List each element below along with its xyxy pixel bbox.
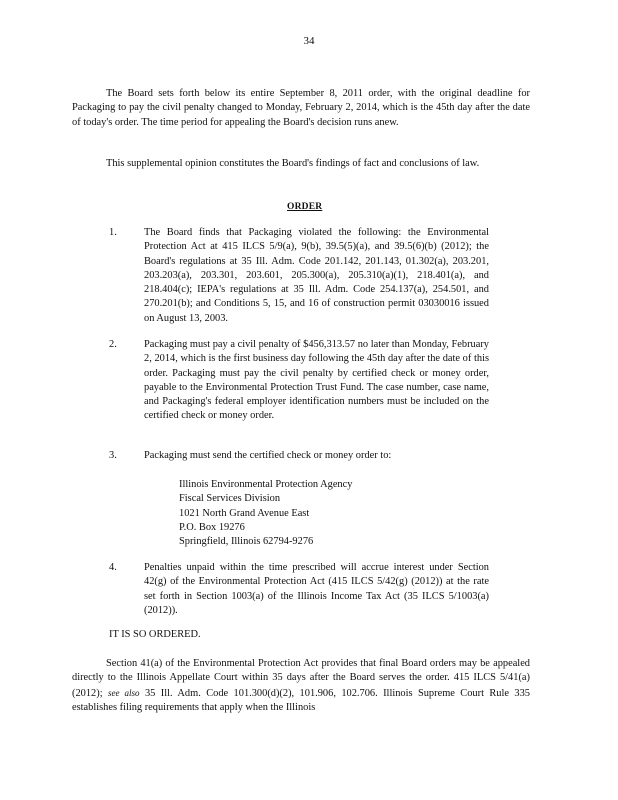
order-item-2: [109, 338, 489, 424]
supplemental-paragraph-block: [72, 157, 530, 171]
order-heading: ORDER: [287, 202, 323, 212]
page-number: 34: [303, 35, 315, 47]
order-item-1: [109, 226, 489, 326]
address-line: 1021 North Grand Avenue East: [179, 507, 310, 519]
address-line: Illinois Environmental Protection Agency: [179, 479, 353, 490]
so-ordered-statement: IT IS SO ORDERED.: [109, 629, 201, 640]
intro-paragraph-block: [72, 87, 530, 130]
order-item-text: Penalties unpaid within the time prescribed will accrue interest under Section 42(g) of the Environmental Protection Act (415 ILCS 5/42(g) (2012)) at the rate set forth in Section 1003(a) of the Illinois Income Tax Act (35 ILCS 5/1003(a) (2012)).: [144, 562, 489, 616]
order-item-text: Packaging must pay a civil penalty of $456,313.57 no later than Monday, February 2, 2014, which is the first business day following the 45th day after the date of this order. Packaging must pay the civil penalty by certified check or money order, payable to the Environmental Protection Trust Fund. The case number, case name, and Packaging's federal employer identification numbers must be included on the certified check or money order.: [144, 339, 489, 422]
closing-paragraph: [72, 657, 530, 715]
order-item-number: 3.: [109, 450, 117, 461]
order-item-number: 4.: [109, 562, 117, 573]
order-item-3: [109, 449, 489, 463]
closing-paragraph-part2: 35 Ill. Adm. Code 101.300(d)(2), 101.906, 102.706. Illinois Supreme Court Rule 335 establishes filing requirements that apply when the Illinois: [72, 687, 530, 713]
closing-paragraph-part1: Section 41(a) of the Environmental Protection Act provides that final Board orders may be appealed directly to the Illinois Appellate Court within 35 days after the Board serves the order. 415 ILCS 5/41(a) (2012);: [72, 658, 530, 699]
order-item-number: 1.: [109, 227, 117, 238]
address-line: P.O. Box 19276: [179, 521, 245, 533]
intro-paragraph: The Board sets forth below its entire September 8, 2011 order, with the original deadline for Packaging to pay the civil penalty changed to Monday, February 2, 2014, which is the 45th day after the date of today's order. The time period for appealing the Board's decision runs anew.: [72, 88, 530, 128]
supplemental-paragraph: This supplemental opinion constitutes the Board's findings of fact and conclusions of law.: [106, 158, 480, 169]
order-item-4: [109, 561, 489, 618]
closing-paragraph-block: [72, 657, 530, 715]
see-also-signal: see also: [108, 687, 140, 698]
payment-address: [179, 478, 352, 549]
address-line: Fiscal Services Division: [179, 493, 281, 505]
order-item-number: 2.: [109, 339, 117, 350]
order-item-text: The Board finds that Packaging violated the following: the Environmental Protection Act at 415 ILCS 5/9(a), 9(b), 39.5(5)(a), and 39.5(6)(b) (2012); the Board's regulations at 35 Ill. Adm. Code 201.142, 201.143, 01.302(a), 203.201, 203.203(a), 203.301, 203.601, 205.300(a), 205.310(a)(1), 218.401(a), and 218.404(c); IEPA's regulations at 35 Ill. Adm. Code 254.137(a), 254.501, and 270.201(b); and Conditions 5, 15, and 16 of construction permit 03030016 issued on August 13, 2003.: [144, 227, 489, 324]
order-item-text: Packaging must send the certified check or money order to:: [144, 450, 392, 461]
address-line: Springfield, Illinois 62794-9276: [179, 536, 314, 548]
